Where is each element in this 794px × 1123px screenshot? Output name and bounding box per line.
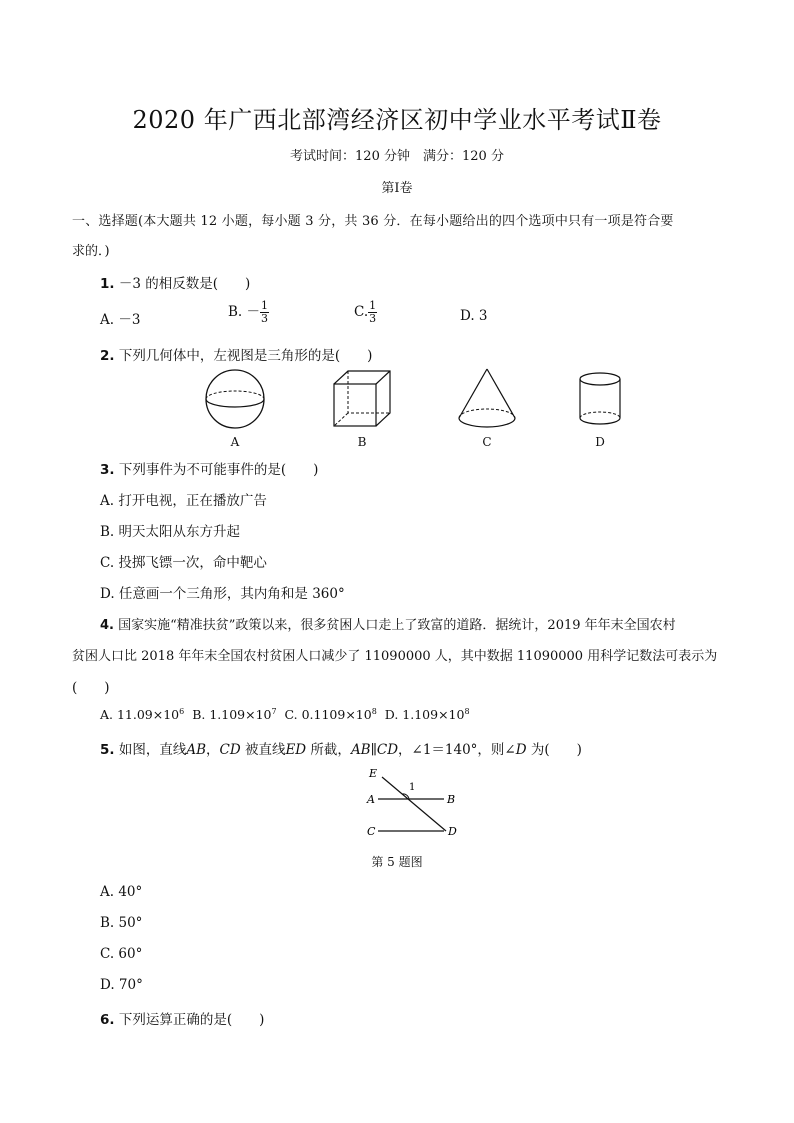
var-cd: CD	[376, 742, 399, 758]
q4-option-a: A. 11.09×10	[100, 707, 180, 723]
figure-label-d: D	[595, 435, 605, 449]
question-4-line3: ( )	[72, 680, 110, 696]
stem-text: ∥	[370, 742, 377, 758]
question-stem: －3 的相反数是( )	[118, 276, 251, 292]
question-number: 5.	[100, 742, 115, 758]
q1-option-b	[228, 300, 269, 325]
q1-option-a: A. －3	[100, 312, 141, 328]
q4-options	[100, 707, 470, 722]
var-ab: AB	[350, 742, 371, 758]
option-prefix: B. －	[228, 304, 261, 320]
fraction-numerator: 1	[369, 299, 377, 312]
question-6	[100, 1008, 264, 1028]
cube-figure	[330, 368, 394, 430]
exponent: 7	[271, 707, 277, 716]
var-ed: ED	[285, 742, 307, 758]
figure-caption: 第 5 题图	[371, 855, 423, 869]
question-stem: 下列事件为不可能事件的是( )	[118, 462, 319, 478]
var-ab: AB	[186, 742, 206, 758]
sphere-figure	[200, 368, 270, 430]
option-prefix: C.	[354, 304, 369, 320]
question-stem: 下列几何体中，左视图是三角形的是( )	[118, 348, 373, 364]
section-intro-line2: 求的．)	[72, 244, 110, 259]
exam-time: 考试时间：120 分钟	[290, 149, 410, 164]
point-b: B	[447, 793, 456, 806]
fraction-denominator: 3	[369, 312, 377, 325]
cone-figure	[455, 366, 519, 432]
var-cd: CD	[219, 742, 241, 758]
q4-option-d: D. 1.109×10	[384, 707, 465, 723]
question-2	[100, 344, 372, 364]
fraction	[368, 300, 377, 325]
stem-text: 所截，	[306, 742, 351, 758]
question-number: 1.	[100, 276, 115, 292]
q5-option-c: C. 60°	[100, 946, 143, 962]
q5-option-d: D. 70°	[100, 977, 143, 993]
fraction	[260, 300, 269, 325]
question-number: 6.	[100, 1012, 115, 1028]
q4-option-c: C. 0.1109×10	[284, 707, 372, 723]
point-d: D	[448, 825, 457, 838]
question-5	[100, 738, 582, 758]
q1-option-d: D. 3	[460, 308, 488, 324]
section-intro-line1: 一、选择题(本大题共 12 小题，每小题 3 分，共 36 分．在每小题给出的四个选项中只有一项是符合要	[72, 214, 674, 229]
stem-text: ，	[206, 742, 220, 758]
stem-text: ，∠1＝140°，则∠	[398, 742, 516, 758]
exponent: 8	[464, 707, 470, 716]
q3-option-c: C. 投掷飞镖一次，命中靶心	[100, 555, 267, 571]
var-d: D	[515, 742, 527, 758]
stem-text: 为( )	[526, 742, 582, 758]
exam-info	[0, 145, 794, 164]
q3-option-b: B. 明天太阳从东方升起	[100, 524, 241, 540]
parallel-lines-figure	[362, 764, 462, 844]
figure-label-a: A	[230, 435, 240, 449]
question-4-line1	[100, 614, 676, 633]
stem-text: 如图，直线	[118, 742, 187, 758]
point-c: C	[367, 825, 376, 838]
page-title: 2020 年广西北部湾经济区初中学业水平考试Ⅱ卷	[132, 106, 662, 134]
cylinder-figure	[576, 370, 624, 430]
q5-option-a: A. 40°	[100, 884, 143, 900]
fraction-denominator: 3	[261, 312, 269, 325]
q1-option-c	[354, 300, 377, 325]
fraction-numerator: 1	[261, 299, 269, 312]
q3-option-a: A. 打开电视，正在播放广告	[100, 493, 267, 509]
figure-label-b: B	[357, 435, 367, 449]
question-number: 4.	[100, 618, 114, 633]
q3-option-d: D. 任意画一个三角形，其内角和是 360°	[100, 586, 345, 602]
question-3	[100, 458, 318, 478]
question-4-line2: 贫困人口比 2018 年年末全国农村贫困人口减少了 11090000 人，其中数据 11090000 用科学记数法可表示为	[72, 649, 718, 664]
question-number: 3.	[100, 462, 115, 478]
question-stem: 国家实施“精准扶贫”政策以来，很多贫困人口走上了致富的道路．据统计，2019 年年末全国农村	[118, 618, 676, 633]
part-heading: 第Ⅰ卷	[381, 181, 413, 196]
question-stem: 下列运算正确的是( )	[118, 1012, 265, 1028]
question-1	[100, 272, 250, 292]
point-a: A	[367, 793, 375, 806]
point-e: E	[369, 767, 378, 780]
q5-option-b: B. 50°	[100, 915, 143, 931]
exponent: 6	[179, 707, 185, 716]
question-number: 2.	[100, 348, 115, 364]
figure-label-c: C	[482, 435, 492, 449]
full-marks: 满分：120 分	[423, 149, 504, 164]
q4-option-b: B. 1.109×10	[192, 707, 272, 723]
angle-label: 1	[409, 782, 416, 793]
stem-text: 被直线	[240, 742, 286, 758]
exponent: 8	[371, 707, 377, 716]
